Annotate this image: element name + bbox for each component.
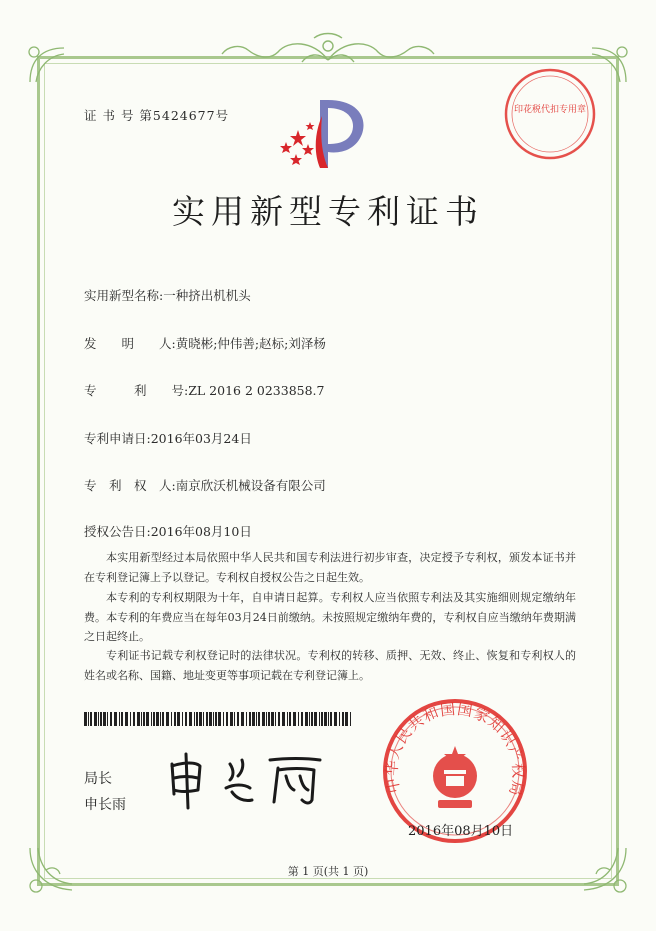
field-label: 发 明 人: bbox=[84, 336, 176, 351]
barcode bbox=[84, 712, 354, 726]
field-label: 专 利 权 人: bbox=[84, 478, 176, 493]
tax-seal-text: 印花税代扣专用章 bbox=[513, 105, 587, 115]
field-label: 实用新型名称: bbox=[84, 288, 164, 303]
svg-text:中华人民共和国国家知识产权局: 中华人民共和国国家知识产权局 bbox=[382, 699, 528, 799]
seal-date: 2016年08月10日 bbox=[408, 824, 514, 839]
paragraph-grant-statement: 本实用新型经过本局依照中华人民共和国专利法进行初步审查，决定授予专利权，颁发本证书并在专利登记簿上予以登记。专利权自授权公告之日起生效。 bbox=[84, 551, 576, 584]
director-signature bbox=[160, 750, 330, 810]
patent-office-emblem-icon bbox=[270, 94, 380, 174]
field-label: 专利申请日: bbox=[84, 431, 151, 446]
field-label: 授权公告日: bbox=[84, 524, 151, 539]
field-value: 2016年08月10日 bbox=[150, 524, 252, 539]
field-label: 专 利 号: bbox=[84, 383, 189, 398]
field-value: 南京欣沃机械设备有限公司 bbox=[175, 478, 326, 493]
field-value: 一种挤出机机头 bbox=[163, 288, 251, 303]
certificate-title: 实用新型专利证书 bbox=[172, 192, 484, 231]
field-patent-number bbox=[84, 381, 325, 399]
tax-seal-small bbox=[502, 66, 598, 162]
top-ornament bbox=[218, 30, 438, 70]
director-name: 申长雨 bbox=[84, 797, 126, 813]
paragraph-term-and-fees: 本专利的专利权期限为十年，自申请日起算。专利权人应当依照专利法及其实施细则规定缴纳年费。本专利的年费应当在每年03月24日前缴纳。未按照规定缴纳年费的，专利权自应当缴纳年费期满之日起终止。 bbox=[84, 591, 576, 643]
field-patentee bbox=[84, 476, 326, 494]
page-number: 第 1 页(共 1 页) bbox=[287, 865, 369, 878]
director-title: 局长 bbox=[84, 771, 112, 787]
field-value: 黄晓彬;仲伟善;赵标;刘泽杨 bbox=[175, 336, 326, 351]
field-value: ZL 2016 2 0233858.7 bbox=[188, 383, 325, 398]
field-filing-date bbox=[84, 429, 252, 447]
field-utility-model-name bbox=[84, 286, 251, 304]
corner-ornament-top-left bbox=[22, 40, 72, 90]
paragraph-legal-status: 专利证书记载专利权登记时的法律状况。专利权的转移、质押、无效、终止、恢复和专利权人的姓名或名称、国籍、地址变更等事项记载在专利登记簿上。 bbox=[84, 649, 576, 682]
certificate-number: 证 书 号 第5424677号 bbox=[84, 108, 230, 123]
field-value: 2016年03月24日 bbox=[150, 431, 252, 446]
field-grant-date bbox=[84, 522, 252, 540]
field-inventors bbox=[84, 334, 326, 352]
